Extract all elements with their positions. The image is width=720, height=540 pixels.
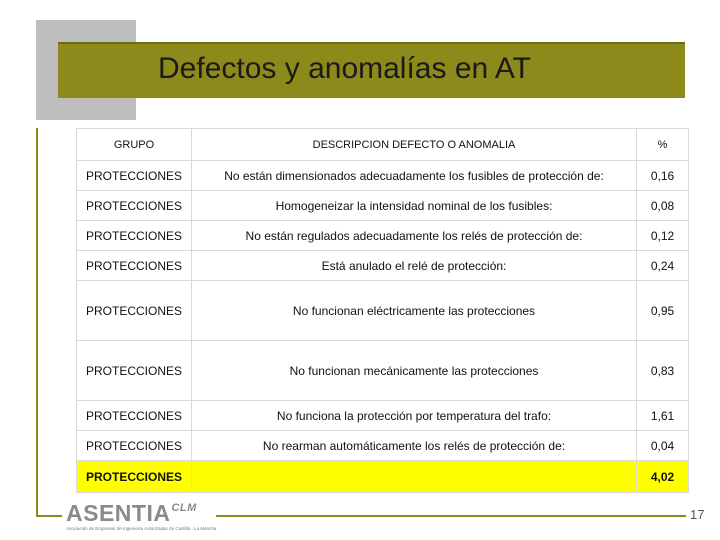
cell-description: No rearman automáticamente los relés de protección de:: [192, 431, 637, 461]
cell-description: No funcionan mecánicamente las protecciones: [192, 341, 637, 401]
cell-group: PROTECCIONES: [77, 431, 192, 461]
cell-percent: 0,83: [637, 341, 689, 401]
cell-group: PROTECCIONES: [77, 221, 192, 251]
slide-title: Defectos y anomalías en AT: [158, 52, 531, 85]
cell-percent: 0,12: [637, 221, 689, 251]
cell-percent: 0,95: [637, 281, 689, 341]
asentia-logo: [66, 500, 216, 536]
total-group: PROTECCIONES: [77, 461, 192, 493]
cell-group: PROTECCIONES: [77, 341, 192, 401]
logo-tagline: Asociación de Empresas de Ingeniería Autorizadas de Castilla - La Mancha: [66, 526, 217, 531]
logo-brand-text: ASENTIA: [66, 500, 171, 526]
table-row: [77, 281, 689, 341]
table-total-row: [77, 461, 689, 493]
cell-group: PROTECCIONES: [77, 281, 192, 341]
cell-description: Está anulado el relé de protección:: [192, 251, 637, 281]
table-row: [77, 431, 689, 461]
table-header-row: [77, 129, 689, 161]
logo-superscript: CLM: [171, 502, 197, 514]
logo-brand: [66, 500, 216, 527]
bottom-divider-right: [216, 515, 686, 517]
cell-description: Homogeneizar la intensidad nominal de los fusibles:: [192, 191, 637, 221]
cell-percent: 0,16: [637, 161, 689, 191]
table-row: [77, 251, 689, 281]
page-number: 17: [690, 507, 705, 522]
header-group: GRUPO: [77, 129, 192, 161]
table-row: [77, 191, 689, 221]
left-divider: [36, 128, 38, 516]
cell-percent: 0,24: [637, 251, 689, 281]
total-percent: 4,02: [637, 461, 689, 493]
title-bar: [58, 42, 685, 98]
header-description: DESCRIPCION DEFECTO O ANOMALIA: [192, 129, 637, 161]
cell-percent: 1,61: [637, 401, 689, 431]
total-description-empty: [192, 461, 637, 493]
cell-description: No están regulados adecuadamente los relés de protección de:: [192, 221, 637, 251]
cell-description: No funcionan eléctricamente las protecciones: [192, 281, 637, 341]
cell-description: No funciona la protección por temperatura del trafo:: [192, 401, 637, 431]
cell-description: No están dimensionados adecuadamente los fusibles de protección de:: [192, 161, 637, 191]
table-row: [77, 341, 689, 401]
cell-group: PROTECCIONES: [77, 161, 192, 191]
table-row: [77, 161, 689, 191]
cell-group: PROTECCIONES: [77, 191, 192, 221]
header-percent: %: [637, 129, 689, 161]
cell-group: PROTECCIONES: [77, 401, 192, 431]
bottom-divider-left: [36, 515, 62, 517]
cell-group: PROTECCIONES: [77, 251, 192, 281]
defects-table: [76, 128, 689, 493]
cell-percent: 0,04: [637, 431, 689, 461]
table-row: [77, 401, 689, 431]
table-row: [77, 221, 689, 251]
cell-percent: 0,08: [637, 191, 689, 221]
